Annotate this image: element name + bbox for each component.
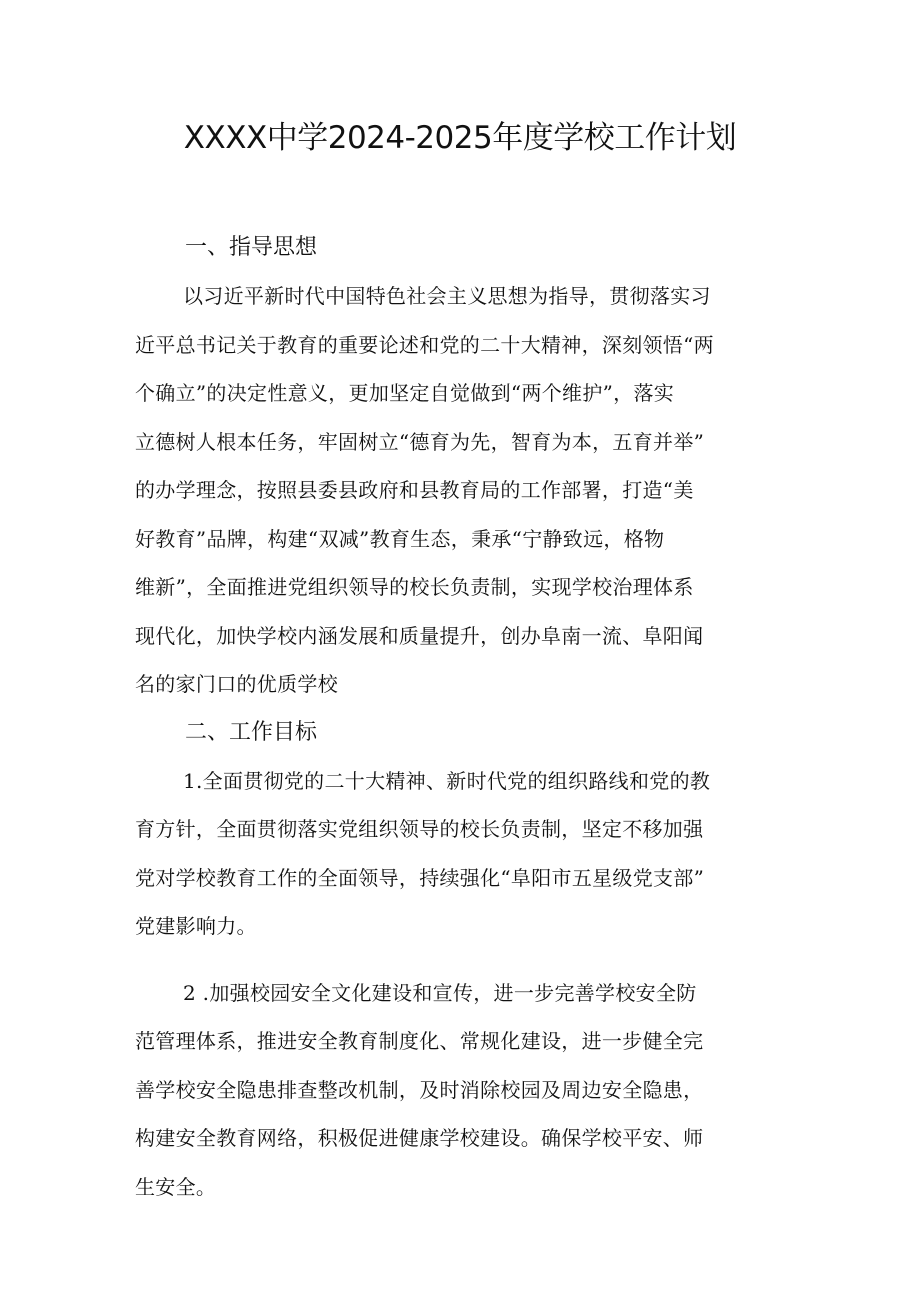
section-heading-guiding-ideology: 一、指导思想 — [185, 235, 318, 260]
paragraph-goal-1 — [135, 757, 791, 951]
paragraph-line: 以习近平新时代中国特色社会主义思想为指导，贯彻落实习 — [183, 284, 711, 308]
paragraph-line: 党建影响力。 — [135, 914, 257, 938]
paragraph-goal-2 — [135, 969, 791, 1212]
paragraph-line: 近平总书记关于教育的重要论述和党的二十大精神，深刻领悟“两 — [135, 332, 714, 357]
paragraph-guiding-ideology — [135, 272, 791, 709]
paragraph-line: 立德树人根本任务，牢固树立“德育为先，智育为本，五育并举” — [135, 429, 705, 454]
paragraph-line: 生安全。 — [135, 1174, 217, 1199]
paragraph-line: 党对学校教育工作的全面领导，持续强化“阜阳市五星级党支部” — [135, 865, 705, 890]
paragraph-line: 构建安全教育网络，积极促进健康学校建设。确保学校平安、师 — [135, 1126, 704, 1150]
paragraph-line: 维新”，全面推进党组织领导的校长负责制，实现学校治理体系 — [135, 575, 694, 599]
section-heading-work-goals: 二、工作目标 — [185, 719, 318, 745]
document-title: XXXX中学2024-2025年度学校工作计划 — [183, 120, 737, 156]
paragraph-line: 名的家门口的优质学校 — [135, 672, 338, 696]
paragraph-line: 育方针，全面贯彻落实党组织领导的校长负责制，坚定不移加强 — [135, 817, 704, 841]
document-body — [135, 224, 791, 1211]
paragraph-line: 现代化，加快学校内涵发展和质量提升，创办阜南一流、阜阳闻 — [135, 623, 704, 648]
paragraph-line: 的办学理念，按照县委县政府和县教育局的工作部署，打造“美 — [135, 478, 694, 502]
paragraph-line: 2 .加强校园安全文化建设和宣传，进一步完善学校安全防 — [183, 980, 697, 1005]
paragraph-line: 范管理体系，推进安全教育制度化、常规化建设，进一步健全完 — [135, 1029, 704, 1053]
paragraph-line: 1.全面贯彻党的二十大精神、新时代党的组织路线和党的教 — [183, 768, 711, 793]
paragraph-line: 好教育”品牌，构建“双减”教育生态，秉承“宁静致远，格物 — [135, 526, 665, 551]
paragraph-line: 善学校安全隐患排查整改机制，及时消除校园及周边安全隐患， — [135, 1077, 704, 1102]
paragraph-line: 个确立”的决定性意义，更加坚定自觉做到“两个维护”，落实 — [135, 381, 675, 405]
paragraph-spacer — [135, 951, 791, 969]
